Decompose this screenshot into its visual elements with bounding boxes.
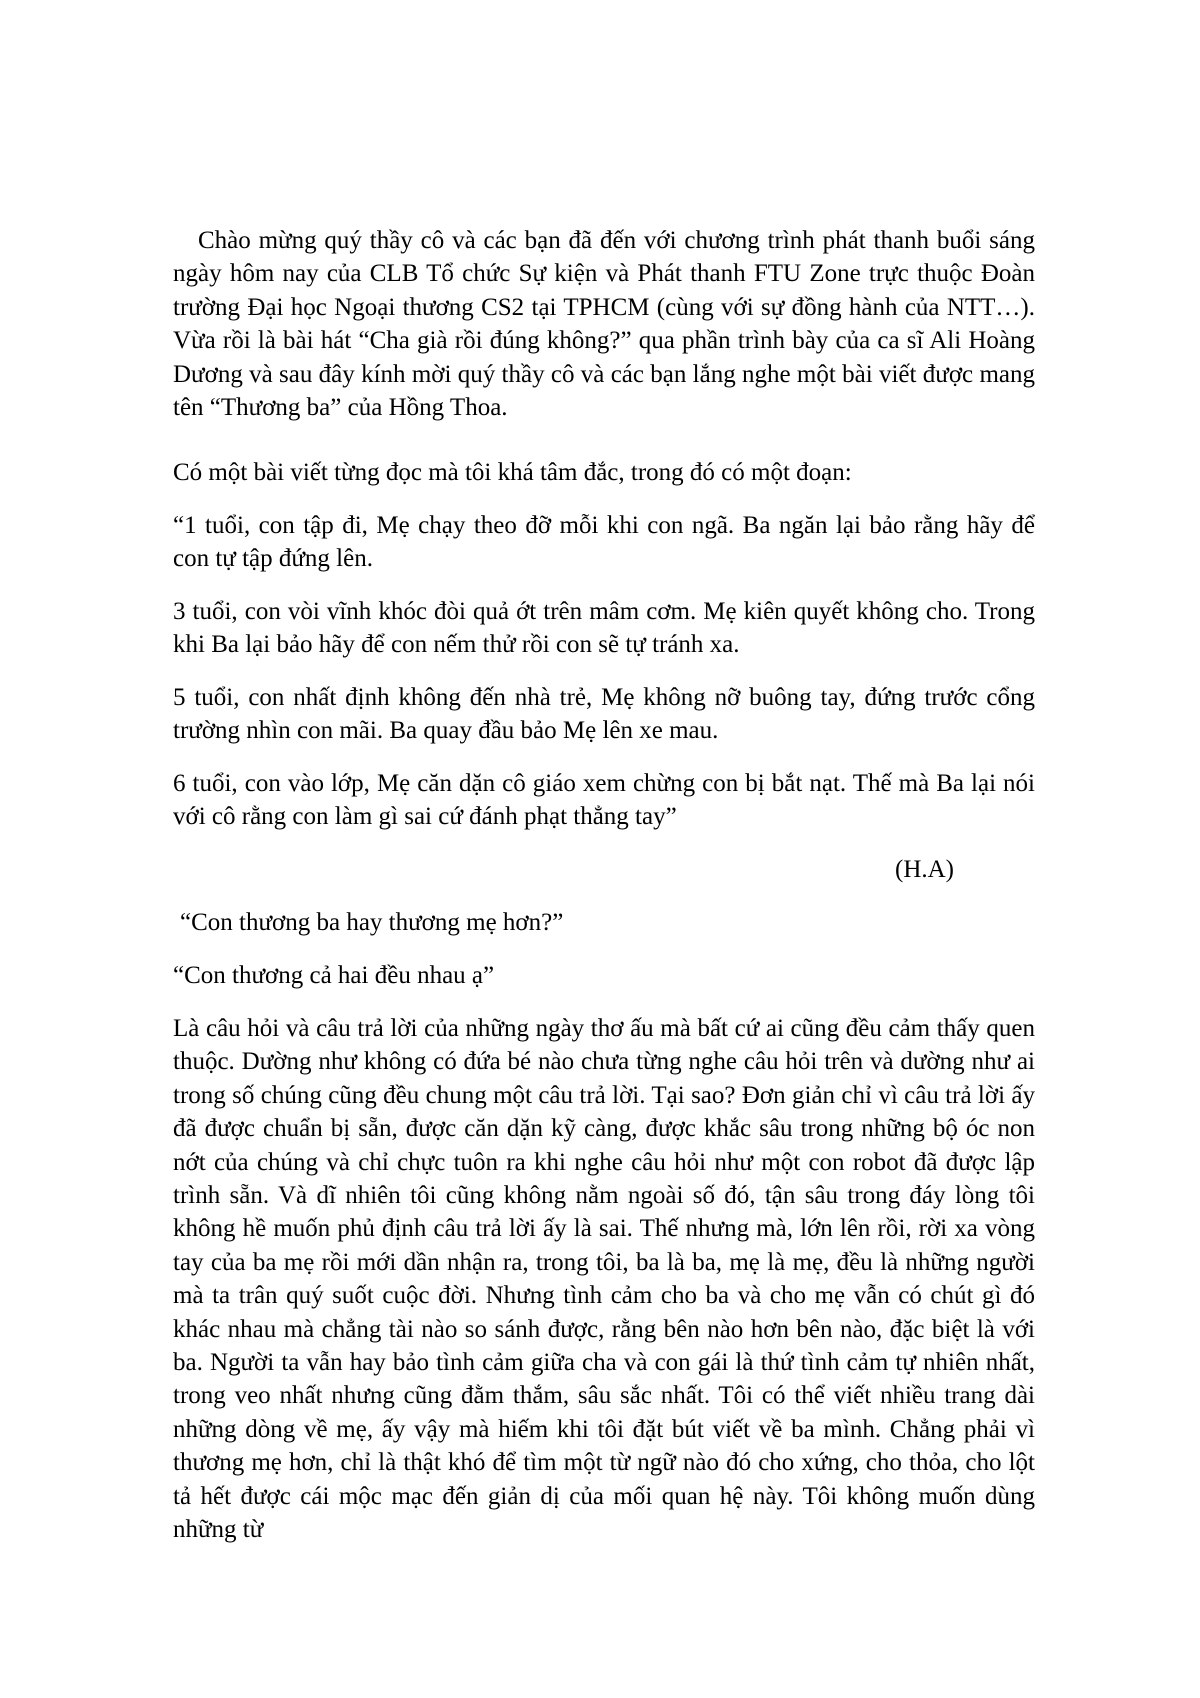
quote-signature: (H.A) xyxy=(895,856,955,883)
quote-paragraph-age-1: “1 tuổi, con tập đi, Mẹ chạy theo đỡ mỗi khi con ngã. Ba ngăn lại bảo rằng hãy để con tự tập đứng lên. xyxy=(173,512,1035,573)
body-paragraph: Là câu hỏi và câu trả lời của những ngày thơ ấu mà bất cứ ai cũng đều cảm thấy quen thuộc. Dường như không có đứa bé nào chưa từng nghe câu hỏi trên và dường như ai trong số chúng cũng đều chung một câu trả lời. Tại sao? Đơn giản chỉ vì câu trả lời ấy đã được chuẩn bị sẵn, được căn dặn kỹ càng, được khắc sâu trong những bộ óc non nớt của chúng và chỉ chực tuôn ra khi nghe câu hỏi như một con robot đã được lập trình sẵn. Và dĩ nhiên tôi cũng không nằm ngoài số đó, tận sâu trong đáy lòng tôi không hề muốn phủ định câu trả lời ấy là sai. Thế nhưng mà, lớn lên rồi, rời xa vòng tay của ba mẹ rồi mới dần nhận ra, trong tôi, ba là ba, mẹ là mẹ, đều là những người mà ta trân quý suốt cuộc đời. Nhưng tình cảm cho ba và cho mẹ vẫn có chút gì đó khác nhau mà chẳng tài nào so sánh được, rằng bên nào hơn bên nào, đặc biệt là với ba. Người ta vẫn hay bảo tình cảm giữa cha và con gái là thứ tình cảm tự nhiên nhất, trong veo nhất nhưng cũng đằm thắm, sâu sắc nhất. Tôi có thể viết nhiều trang dài những dòng về mẹ, ấy vậy mà hiếm khi tôi đặt bút viết về ba mình. Chẳng phải vì thương mẹ hơn, chỉ là thật khó để tìm một từ ngữ nào đó cho xứng, cho thỏa, cho lột tả hết được cái mộc mạc đến giản dị của mối quan hệ này. Tôi không muốn dùng những từ xyxy=(173,1015,1035,1544)
answer-line: “Con thương cả hai đều nhau ạ” xyxy=(173,962,495,989)
intro-paragraph: Chào mừng quý thầy cô và các bạn đã đến với chương trình phát thanh buổi sáng ngày hôm nay của CLB Tổ chức Sự kiện và Phát thanh FTU Zone trực thuộc Đoàn trường Đại học Ngoại thương CS2 tại TPHCM (cùng với sự đồng hành của NTT…). Vừa rồi là bài hát “Cha già rồi đúng không?” qua phần trình bày của ca sĩ Ali Hoàng Dương và sau đây kính mời quý thầy cô và các bạn lắng nghe một bài viết được mang tên “Thương ba” của Hồng Thoa. xyxy=(173,227,1035,422)
quote-paragraph-age-5: 5 tuổi, con nhất định không đến nhà trẻ, Mẹ không nỡ buông tay, đứng trước cổng trường nhìn con mãi. Ba quay đầu bảo Mẹ lên xe mau. xyxy=(173,684,1035,745)
lead-paragraph: Có một bài viết từng đọc mà tôi khá tâm đắc, trong đó có một đoạn: xyxy=(173,459,852,486)
quote-paragraph-age-6: 6 tuổi, con vào lớp, Mẹ căn dặn cô giáo xem chừng con bị bắt nạt. Thế mà Ba lại nói với cô rằng con làm gì sai cứ đánh phạt thẳng tay” xyxy=(173,770,1035,831)
question-line: “Con thương ba hay thương mẹ hơn?” xyxy=(180,909,564,936)
quote-paragraph-age-3: 3 tuổi, con vòi vĩnh khóc đòi quả ớt trên mâm cơm. Mẹ kiên quyết không cho. Trong khi Ba lại bảo hãy để con nếm thử rồi con sẽ tự tránh xa. xyxy=(173,598,1035,659)
